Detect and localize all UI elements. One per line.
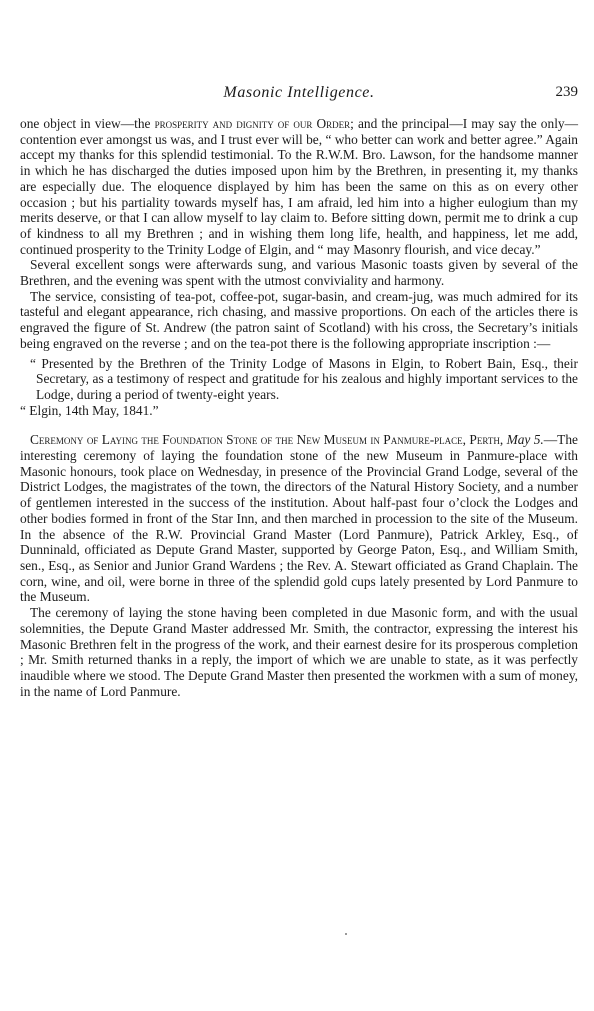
speech-text-a: one object in view—the xyxy=(20,116,155,131)
page-body xyxy=(20,116,578,699)
songs-paragraph: Several excellent songs were afterwards sung, and various Masonic toasts given by several of the Brethren, and the evening was spent with the utmost conviviality and harmony. xyxy=(20,257,578,289)
speech-small-caps: prosperity and dignity of our Order xyxy=(154,116,351,131)
ceremony-paragraph-2: The ceremony of laying the stone having been completed in due Masonic form, and with the usual solemnities, the Depute Grand Master addressed Mr. Smith, the contractor, expressing the interest his Masonic Brethren felt in the progress of the work, and their earnest desire for its prosperous completion ; Mr. Smith returned thanks in a reply, the import of which we are unable to state, as it was perfectly inaudible where we stood. The Depute Grand Master then presented the workmen with a sum of money, in the name of Lord Panmure. xyxy=(20,605,578,699)
ceremony-text: —The interesting ceremony of laying the foundation stone of the new Museum in Panmure-place with Masonic honours, took place on Wednesday, in presence of the Provincial Grand Lodge, several of the District Lodges, the magistrates of the town, the directors of the Natural History Society, and a number of gentlemen interested in the success of the institution. About half-past four o’clock the Lodges and other bodies formed in front of the Star Inn, and then marched in procession to the site of the Museum. In the absence of the R.W. Provincial Grand Master (Lord Panmure), Patrick Arkley, Esq., of Dunninald, officiated as Depute Grand Master, supported by George Paton, Esq., and William Smith, sen., Esq., as Senior and Junior Grand Wardens ; the Rev. A. Stewart officiated as Grand Chaplain. The corn, wine, and oil, were borne in three of the splendid gold cups lately presented by Lord Panmure to the Museum. xyxy=(20,432,578,605)
service-paragraph: The service, consisting of tea-pot, coffee-pot, sugar-basin, and cream-jug, was much admired for its tasteful and elegant appearance, rich chasing, and massive proportions. On each of the articles there is engraved the figure of St. Andrew (the patron saint of Scotland) with his cross, the Secretary’s initials being engraved on the reverse ; and on the tea-pot there is the following appropriate inscription :— xyxy=(20,288,578,351)
speech-paragraph xyxy=(20,116,578,257)
end-mark xyxy=(345,933,347,935)
speech-text-b: ; and the principal—I may say the only—contention ever amongst us was, and I trust ever will be, “ who better can work and better agree.” Again accept my thanks for this splendid testimonial. To the R.W.M. Bro. Lawson, for the handsome manner in which he has discharged the duties imposed upon him by the Brethren, in presenting it, my thanks are especially due. The eloquence displayed by him has been the same on this as on every other occasion ; but his partiality towards myself has, I am afraid, led him into a higher eulogium than my merits deserve, or that I can allow myself to lay claim to. Before sitting down, permit me to drink a cup of kindness to all my Brethren ; and in wishing them long life, health, and happiness, let me add, continued prosperity to the Trinity Lodge of Elgin, and “ may Masonry flourish, and vice decay.” xyxy=(20,116,578,257)
inscription-dateline: “ Elgin, 14th May, 1841.” xyxy=(20,402,159,418)
running-title: Masonic Intelligence. xyxy=(223,84,375,101)
inscription-text: “ Presented by the Brethren of the Trinity Lodge of Masons in Elgin, to Robert Bain, Esq., their Secretary, as a testimony of respect and gratitude for his zealous and highly important services to the Lodge, during a period of twenty-eight years. xyxy=(30,355,578,402)
ceremony-heading: Ceremony of Laying the Foundation Stone of the New Museum in Panmure-place, Perth, xyxy=(30,432,504,448)
ceremony-paragraph xyxy=(20,432,578,605)
page-header xyxy=(20,84,578,106)
ceremony-date: May 5. xyxy=(506,432,544,448)
inscription-block xyxy=(20,356,578,419)
page-number: 239 xyxy=(555,84,578,100)
